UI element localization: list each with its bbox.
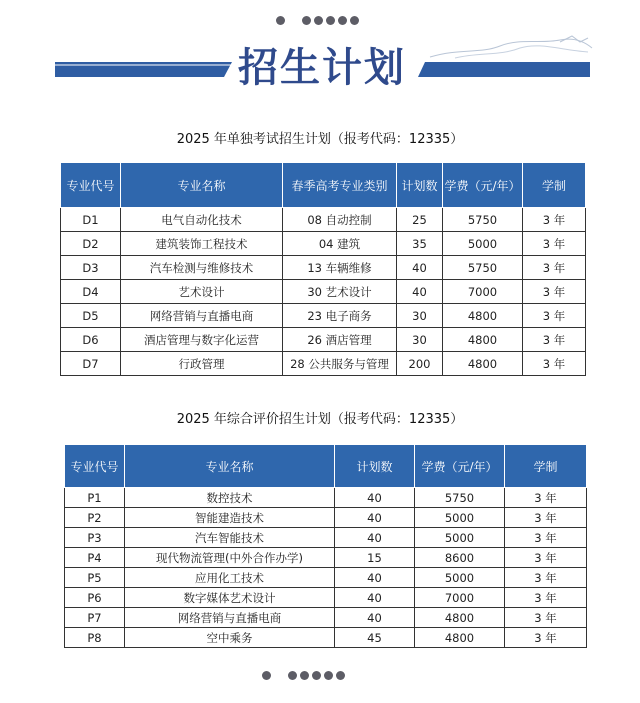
table2-header-cell: 学制 (505, 445, 587, 488)
table-cell: 3 年 (523, 328, 586, 352)
table2-header-cell: 计划数 (335, 445, 415, 488)
table1-caption: 2025 年单独考试招生计划（报考代码：12335） (176, 132, 464, 147)
table-row (61, 232, 586, 256)
table-cell: 3 年 (523, 208, 586, 232)
table-cell: 40 (335, 568, 415, 588)
table1-header-cell: 计划数 (397, 163, 443, 208)
table1 (60, 162, 586, 376)
table-row (65, 608, 587, 628)
table-cell: 13 车辆维修 (283, 256, 397, 280)
table-cell: P2 (65, 508, 125, 528)
table-cell: 7000 (443, 280, 523, 304)
table-row (65, 508, 587, 528)
table-cell: P8 (65, 628, 125, 648)
table2-header-cell: 专业代号 (65, 445, 125, 488)
table-cell: 空中乘务 (125, 628, 335, 648)
table-cell: 3 年 (505, 508, 587, 528)
table-cell: 3 年 (505, 588, 587, 608)
table-cell: 200 (397, 352, 443, 376)
table-cell: D1 (61, 208, 121, 232)
table-cell: 汽车检测与维修技术 (121, 256, 283, 280)
table-cell: 网络营销与直播电商 (121, 304, 283, 328)
header-banner (0, 30, 640, 100)
table1-header-cell: 学制 (523, 163, 586, 208)
table1-header-cell: 专业名称 (121, 163, 283, 208)
table-cell: 26 酒店管理 (283, 328, 397, 352)
table-cell: 30 艺术设计 (283, 280, 397, 304)
top-dots-decoration (276, 16, 362, 25)
table-cell: 电气自动化技术 (121, 208, 283, 232)
table-cell: 3 年 (523, 232, 586, 256)
table-cell: 智能建造技术 (125, 508, 335, 528)
table-cell: 3 年 (505, 568, 587, 588)
table-cell: 4800 (415, 608, 505, 628)
table2-caption: 2025 年综合评价招生计划（报考代码：12335） (176, 412, 464, 427)
table-cell: 3 年 (523, 304, 586, 328)
table-cell: 5750 (415, 488, 505, 508)
table-row (61, 280, 586, 304)
table-cell: 酒店管理与数字化运营 (121, 328, 283, 352)
table-cell: 4800 (415, 628, 505, 648)
table-cell: 40 (397, 280, 443, 304)
table-cell: 3 年 (505, 628, 587, 648)
table-cell: 40 (335, 488, 415, 508)
table-cell: 30 (397, 304, 443, 328)
table-cell: 8600 (415, 548, 505, 568)
table2 (64, 444, 587, 648)
table-cell: 汽车智能技术 (125, 528, 335, 548)
table-cell: 40 (335, 508, 415, 528)
table-row (61, 352, 586, 376)
table-cell: 网络营销与直播电商 (125, 608, 335, 628)
table-cell: P1 (65, 488, 125, 508)
table-cell: 艺术设计 (121, 280, 283, 304)
table-cell: 40 (335, 528, 415, 548)
table-cell: 25 (397, 208, 443, 232)
table-cell: 3 年 (523, 256, 586, 280)
table-row (61, 208, 586, 232)
table-cell: P4 (65, 548, 125, 568)
table-cell: D4 (61, 280, 121, 304)
table-cell: 5000 (415, 508, 505, 528)
table-cell: 15 (335, 548, 415, 568)
table-cell: 5000 (415, 568, 505, 588)
table-cell: D5 (61, 304, 121, 328)
table-row (65, 588, 587, 608)
table-row (65, 628, 587, 648)
table-cell: 5000 (415, 528, 505, 548)
table1-header-cell: 春季高考专业类别 (283, 163, 397, 208)
table-cell: D2 (61, 232, 121, 256)
table-cell: 4800 (443, 304, 523, 328)
page-title: 招生计划 (238, 45, 406, 91)
table-cell: P6 (65, 588, 125, 608)
table-cell: 35 (397, 232, 443, 256)
table-cell: D3 (61, 256, 121, 280)
table-cell: 40 (335, 588, 415, 608)
table-cell: 数控技术 (125, 488, 335, 508)
table-cell: 行政管理 (121, 352, 283, 376)
bottom-dots-decoration (262, 671, 348, 680)
table1-header-cell: 专业代号 (61, 163, 121, 208)
table-row (61, 256, 586, 280)
table-cell: 5750 (443, 208, 523, 232)
table-cell: 3 年 (523, 280, 586, 304)
table-cell: 7000 (415, 588, 505, 608)
table-cell: 08 自动控制 (283, 208, 397, 232)
table-row (65, 548, 587, 568)
table-cell: 40 (397, 256, 443, 280)
table-row (65, 528, 587, 548)
table-cell: 数字媒体艺术设计 (125, 588, 335, 608)
table-cell: 3 年 (523, 352, 586, 376)
table-cell: P5 (65, 568, 125, 588)
table-cell: 40 (335, 608, 415, 628)
table-row (65, 568, 587, 588)
table-cell: 3 年 (505, 548, 587, 568)
table-row (61, 328, 586, 352)
table-cell: D7 (61, 352, 121, 376)
table-cell: 3 年 (505, 528, 587, 548)
table-cell: 3 年 (505, 608, 587, 628)
table2-header-cell: 专业名称 (125, 445, 335, 488)
table-cell: 4800 (443, 328, 523, 352)
table-cell: 23 电子商务 (283, 304, 397, 328)
table-cell: 建筑装饰工程技术 (121, 232, 283, 256)
table-cell: P7 (65, 608, 125, 628)
table-cell: 28 公共服务与管理 (283, 352, 397, 376)
table-cell: 45 (335, 628, 415, 648)
table-cell: 30 (397, 328, 443, 352)
table-cell: 3 年 (505, 488, 587, 508)
table-row (65, 488, 587, 508)
table1-header-cell: 学费（元/年） (443, 163, 523, 208)
table-cell: 现代物流管理(中外合作办学) (125, 548, 335, 568)
table-cell: 5000 (443, 232, 523, 256)
table-cell: D6 (61, 328, 121, 352)
table-cell: 4800 (443, 352, 523, 376)
table2-header-cell: 学费（元/年） (415, 445, 505, 488)
table-cell: 5750 (443, 256, 523, 280)
table-cell: P3 (65, 528, 125, 548)
table-cell: 应用化工技术 (125, 568, 335, 588)
table-row (61, 304, 586, 328)
table-cell: 04 建筑 (283, 232, 397, 256)
